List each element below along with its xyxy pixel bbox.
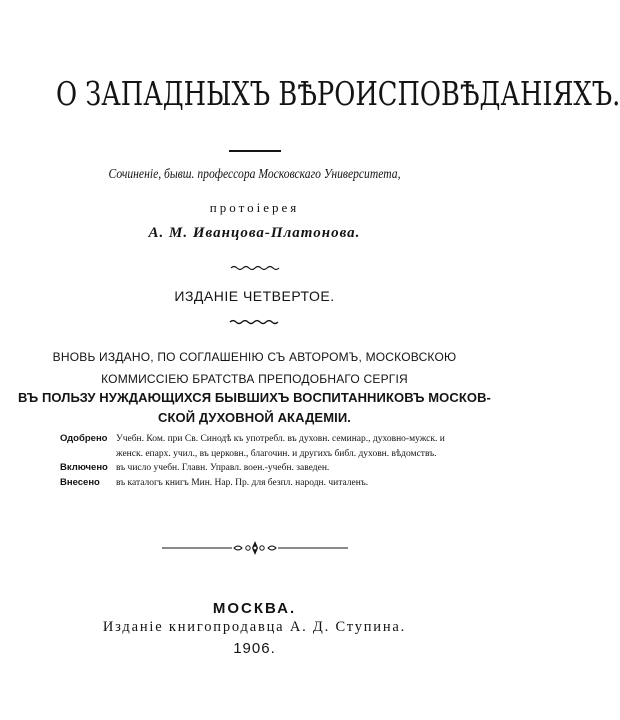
publisher: Изданіе книгопродавца А. Д. Ступина.: [102, 619, 407, 635]
approval-key: Внесено: [60, 476, 100, 488]
notice-line-2: КОММИССІЕЮ БРАТСТВА ПРЕПОДОБНАГО СЕРГІЯ: [101, 372, 408, 386]
approval-value: въ число учебн. Главн. Управл. воен.-учебн. заведен.: [116, 463, 330, 473]
book-title: О ЗАПАДНЫХЪ ВѢРОИСПОВѢДАНІЯХЪ.: [55, 74, 620, 113]
benefit-notice: [0, 388, 509, 428]
author-name: А. М. Иванцова-Платонова.: [148, 225, 361, 241]
wavy-divider-mid: [229, 318, 281, 326]
subtitle: Сочиненіе, бывш. профессора Московскаго Университета,: [108, 166, 401, 181]
edition: ИЗДАНІЕ ЧЕТВЕРТОЕ.: [174, 288, 335, 304]
year: 1906.: [233, 640, 276, 657]
approval-row: [60, 461, 464, 476]
approval-value: въ каталогъ книгъ Мин. Нар. Пр. для безпл. народн. читаленъ.: [116, 477, 369, 488]
approval-row: [60, 476, 464, 491]
ornament-divider-icon: [160, 538, 350, 558]
approval-value: Учебн. Ком. при Св. Синодѣ къ употребл. въ духовн. семинар., духовно-мужск. и женск. епарх. учил., въ церковн., благочин. и другихъ библ. духовн. вѣдомствъ.: [116, 434, 445, 459]
benefit-line-1: ВЪ ПОЛЬЗУ НУЖДАЮЩИХСЯ БЫВШИХЪ ВОСПИТАННИКОВЪ МОСКОВ-: [17, 390, 491, 405]
author-role: протоіерея: [209, 200, 300, 215]
title-divider: [229, 150, 281, 152]
approvals-block: [60, 432, 464, 490]
approval-key: Одобрено: [60, 433, 108, 444]
wavy-divider-top: [230, 264, 280, 272]
approval-row: [60, 432, 464, 461]
benefit-line-2: СКОЙ ДУХОВНОЙ АКАДЕМІИ.: [157, 410, 351, 425]
approval-key: Включено: [60, 462, 108, 473]
notice-line-1: ВНОВЬ ИЗДАНО, ПО СОГЛАШЕНІЮ СЪ АВТОРОМЪ, МОСКОВСКОЮ: [52, 350, 457, 364]
city: МОСКВА.: [212, 600, 297, 617]
publication-notice: [0, 346, 509, 390]
